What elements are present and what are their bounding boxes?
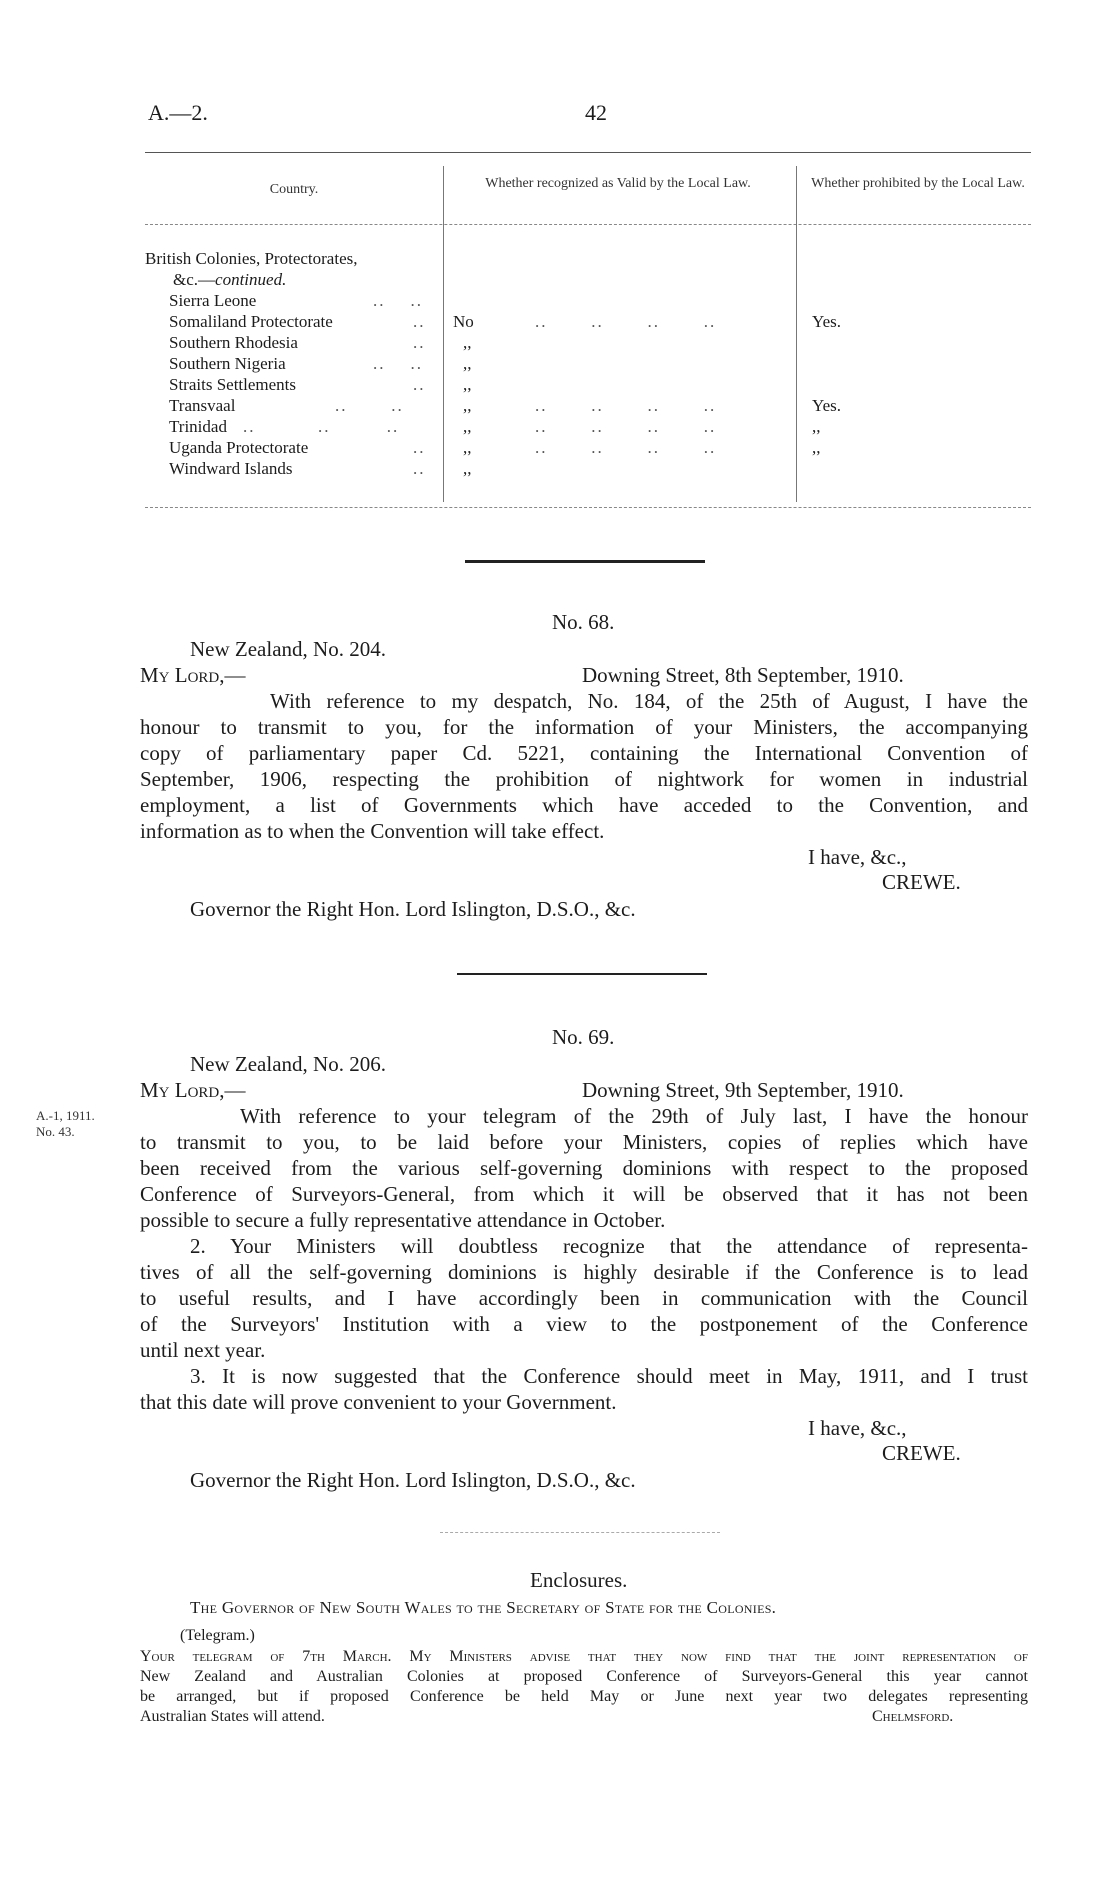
- table-cell-valid: ,,: [463, 333, 472, 352]
- body-line: copy of parliamentary paper Cd. 5221, containing the International Convention of: [140, 741, 1028, 765]
- body-line: employment, a list of Governments which have acceded to the Convention, and: [140, 793, 1028, 817]
- table-row-country: Trinidad: [169, 417, 227, 436]
- marriage-validity-table: [145, 152, 1031, 510]
- enclosure-heading: The Governor of New South Wales to the Secretary of State for the Colonies.: [190, 1598, 777, 1617]
- table-cell-valid: ,,: [463, 417, 472, 436]
- letter-69-addressee: Governor the Right Hon. Lord Islington, D.S.O., &c.: [190, 1468, 636, 1492]
- body-line: that this date will prove convenient to your Government.: [140, 1390, 617, 1414]
- leader-dots: .. .. .. ..: [535, 438, 717, 457]
- letter-68-addressee: Governor the Right Hon. Lord Islington, D.S.O., &c.: [190, 897, 636, 921]
- page-series: A.—2.: [148, 100, 208, 125]
- leader-dots: ..: [413, 459, 426, 478]
- body-line: 2. Your Ministers will doubtless recognize that the attendance of representa-: [190, 1234, 1028, 1258]
- column-header-prohibited: Whether prohibited by the Local Law.: [811, 176, 1025, 191]
- table-header-rule: [145, 224, 1031, 225]
- enclosure-line: Australian States will attend.: [140, 1708, 325, 1725]
- table-group-label: British Colonies, Protectorates,: [145, 249, 358, 268]
- table-cell-prohibited: Yes.: [812, 396, 841, 415]
- table-row-country: Southern Nigeria: [169, 354, 286, 373]
- table-bottom-rule: [145, 507, 1031, 508]
- leader-dots: .. ..: [335, 396, 404, 415]
- body-line: of the Surveyors' Institution with a view to the postponement of the Conference: [140, 1312, 1028, 1336]
- letter-68-reference: New Zealand, No. 204.: [190, 637, 386, 661]
- body-line: to transmit to you, to be laid before your Ministers, copies of replies which have: [140, 1130, 1028, 1154]
- table-cell-valid: ,,: [463, 375, 472, 394]
- body-line: With reference to your telegram of the 29th of July last, I have the honour: [240, 1104, 1028, 1128]
- letter-68-salutation: My Lord,—: [140, 663, 246, 687]
- letter-69-reference: New Zealand, No. 206.: [190, 1052, 386, 1076]
- letter-69-number: No. 69.: [552, 1025, 615, 1049]
- body-line: 3. It is now suggested that the Conference should meet in May, 1911, and I trust: [190, 1364, 1028, 1388]
- enclosure-line: Your telegram of 7th March. My Ministers advise that they now find that the joint representation of: [140, 1648, 1028, 1665]
- enclosure-type: (Telegram.): [180, 1627, 255, 1644]
- leader-dots: ..: [413, 312, 426, 331]
- letter-68-number: No. 68.: [552, 610, 615, 634]
- leader-dots: .. .. ..: [243, 417, 400, 436]
- body-line: to useful results, and I have accordingly been in communication with the Council: [140, 1286, 1028, 1310]
- table-column-divider: [796, 166, 797, 502]
- letter-68-closing: I have, &c.,: [808, 845, 907, 869]
- table-cell-valid: No: [453, 312, 474, 331]
- section-separator: [457, 973, 707, 975]
- table-row-country: Transvaal: [169, 396, 236, 415]
- letter-69-place-date: Downing Street, 9th September, 1910.: [582, 1078, 904, 1102]
- body-line: tives of all the self-governing dominions is highly desirable if the Conference is to lead: [140, 1260, 1028, 1284]
- table-group-label-continued: &c.—continued.: [173, 270, 287, 289]
- margin-note-line: A.-1, 1911.: [36, 1108, 95, 1123]
- letter-69-signature: CREWE.: [882, 1441, 961, 1465]
- leader-dots: .. .. .. ..: [535, 312, 717, 331]
- body-line: been received from the various self-governing dominions with respect to the proposed: [140, 1156, 1028, 1180]
- table-row-country: Sierra Leone: [169, 291, 257, 310]
- letter-68-signature: CREWE.: [882, 870, 961, 894]
- leader-dots: ..: [413, 333, 426, 352]
- body-line: information as to when the Convention will take effect.: [140, 819, 605, 843]
- margin-note: [36, 1108, 95, 1140]
- margin-note-line: No. 43.: [36, 1124, 75, 1139]
- table-top-rule: [145, 152, 1031, 153]
- body-line: possible to secure a fully representative attendance in October.: [140, 1208, 666, 1232]
- table-row-country: Straits Settlements: [169, 375, 297, 394]
- section-separator: [465, 560, 705, 563]
- table-column-divider: [443, 166, 444, 502]
- letter-68-place-date: Downing Street, 8th September, 1910.: [582, 663, 904, 687]
- section-separator: [440, 1532, 720, 1533]
- body-line: September, 1906, respecting the prohibition of nightwork for women in industrial: [140, 767, 1028, 791]
- letter-69-closing: I have, &c.,: [808, 1416, 907, 1440]
- table-cell-valid: ,,: [463, 354, 472, 373]
- leader-dots: .. .. .. ..: [535, 417, 717, 436]
- leader-dots: .. ..: [373, 354, 423, 373]
- table-row-country: Windward Islands: [169, 459, 293, 478]
- table-cell-valid: ,,: [463, 459, 472, 478]
- enclosure-signature: Chelmsford.: [872, 1708, 954, 1725]
- table-cell-prohibited: Yes.: [812, 312, 841, 331]
- column-header-valid: Whether recognized as Valid by the Local Law.: [485, 176, 751, 191]
- column-header-country: Country.: [269, 182, 319, 197]
- table-row-country: Uganda Protectorate: [169, 438, 309, 457]
- body-line: Conference of Surveyors-General, from which it will be observed that it has not been: [140, 1182, 1028, 1206]
- body-line: until next year.: [140, 1338, 266, 1362]
- enclosure-line: be arranged, but if proposed Conference be held May or June next year two delegates representing: [140, 1688, 1028, 1705]
- table-cell-prohibited: ,,: [812, 417, 821, 436]
- table-cell-valid: ,,: [463, 438, 472, 457]
- letter-69-salutation: My Lord,—: [140, 1078, 246, 1102]
- page-number: 42: [585, 100, 607, 125]
- table-row-country: Somaliland Protectorate: [169, 312, 333, 331]
- leader-dots: .. .. .. ..: [535, 396, 717, 415]
- table-cell-prohibited: ,,: [812, 438, 821, 457]
- table-row-country: Southern Rhodesia: [169, 333, 298, 352]
- enclosure-line: New Zealand and Australian Colonies at proposed Conference of Surveyors-General this year cannot: [140, 1668, 1028, 1685]
- leader-dots: ..: [413, 375, 426, 394]
- leader-dots: .. ..: [373, 291, 423, 310]
- table-cell-valid: ,,: [463, 396, 472, 415]
- enclosures-title: Enclosures.: [530, 1568, 628, 1592]
- leader-dots: ..: [413, 438, 426, 457]
- body-line: With reference to my despatch, No. 184, of the 25th of August, I have the: [270, 689, 1028, 713]
- body-line: honour to transmit to you, for the information of your Ministers, the accompanying: [140, 715, 1028, 739]
